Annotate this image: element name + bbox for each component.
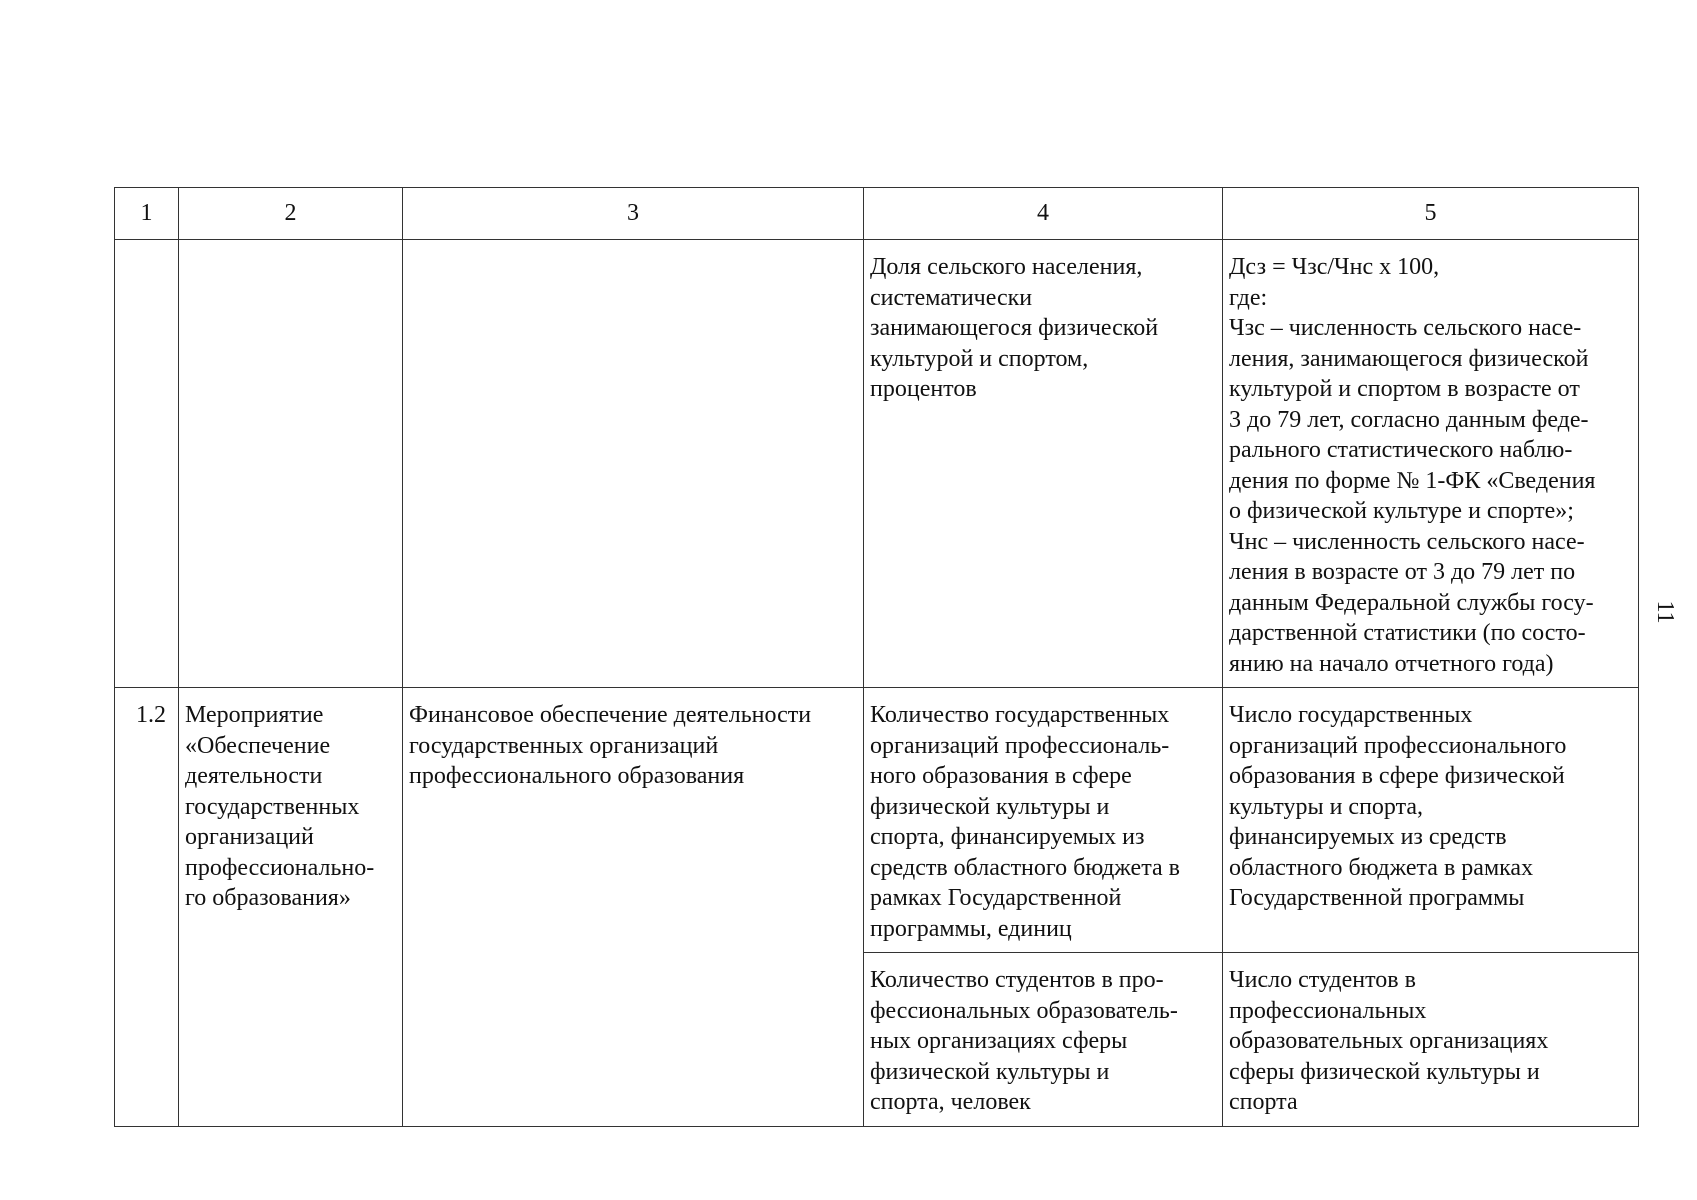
table-header-row — [115, 188, 1639, 240]
header-col-1: 1 — [115, 188, 179, 240]
row1-number-cell — [115, 240, 179, 688]
row1-indicator-cell: Доля сельского населения, систематически занимающегося физической культурой и спортом, процентов — [864, 240, 1223, 688]
row2-event-cell: Мероприятие «Обеспечение деятельности государственных организаций профессионально- го образования» — [179, 688, 403, 1127]
indicators-table — [114, 187, 1639, 1127]
row1-event-cell — [179, 240, 403, 688]
row1-description-cell — [403, 240, 864, 688]
page-number: 11 — [1652, 600, 1678, 624]
row2-number-cell: 1.2 — [115, 688, 179, 1127]
row3-indicator-cell: Количество студентов в про- фессиональных образователь- ных организациях сферы физической культуры и спорта, человек — [864, 953, 1223, 1127]
header-col-2: 2 — [179, 188, 403, 240]
row2-formula-cell: Число государственных организаций профессионального образования в сфере физической культуры и спорта, финансируемых из средств областного бюджета в рамках Государственной программы — [1223, 688, 1639, 953]
header-col-5: 5 — [1223, 188, 1639, 240]
table-row — [115, 240, 1639, 688]
row2-indicator-cell: Количество государственных организаций профессиональ- ного образования в сфере физической культуры и спорта, финансируемых из средств областного бюджета в рамках Государственной программы, единиц — [864, 688, 1223, 953]
header-col-3: 3 — [403, 188, 864, 240]
row1-formula-cell: Дсз = Чзс/Чнс х 100, где: Чзс – численность сельского насе- ления, занимающегося физической культурой и спортом в возрасте от 3 до 79 лет, согласно данным феде- рального статистического наблю- дения по форме № 1-ФК «Сведения о физической культуре и спорте»; Чнс – численность сельского насе- ления в возрасте от 3 до 79 лет по данным Федеральной службы госу- дарственной статистики (по состо- янию на начало отчетного года) — [1223, 240, 1639, 688]
table-row — [115, 688, 1639, 953]
row3-formula-cell: Число студентов в профессиональных образовательных организациях сферы физической культуры и спорта — [1223, 953, 1639, 1127]
row2-description-cell: Финансовое обеспечение деятельности государственных организаций профессионального образования — [403, 688, 864, 1127]
header-col-4: 4 — [864, 188, 1223, 240]
